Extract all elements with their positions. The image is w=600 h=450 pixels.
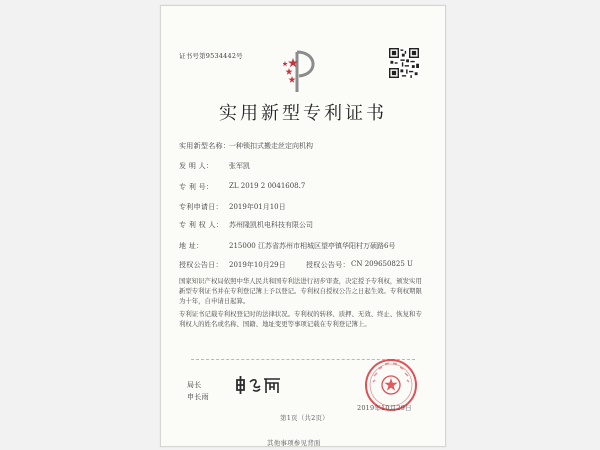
- legal-status-paragraph: 专利证书记载专利权登记时的法律状况。专利权的转移、质押、无效、终止、恢复和专利权人的姓名或名称、国籍、地址变更等事项记载在专利登记簿上。: [179, 310, 422, 328]
- address-value: 215000 江苏省苏州市相城区望亭镇华阳村万硕路6号: [229, 242, 396, 250]
- filing-date-label: 专利申请日：: [179, 203, 223, 211]
- director-name: 申长雨: [187, 393, 209, 401]
- address-label: 地 址：: [179, 242, 204, 250]
- cnipa-logo-icon: [283, 48, 323, 96]
- certificate-number: 证书号第9534442号: [179, 52, 243, 60]
- page-number: 第1页（共2页）: [280, 414, 329, 422]
- inventor-label: 发 明 人：: [179, 162, 214, 170]
- patent-number-value: ZL 2019 2 0041608.7: [229, 182, 306, 190]
- seal-date: 2019年10月29日: [357, 404, 412, 412]
- patentee-value: 苏州隆凯机电科技有限公司: [229, 221, 313, 229]
- qr-code-icon: [389, 48, 419, 78]
- patentee-label: 专 利 权 人：: [179, 221, 224, 229]
- grant-date-label: 授权公告日：: [179, 261, 223, 269]
- certificate-page: [160, 5, 446, 447]
- grant-number-value: CN 209650825 U: [351, 260, 413, 268]
- grant-date-value: 2019年10月29日: [229, 261, 286, 269]
- page-title: 实用新型专利证书: [219, 103, 387, 124]
- utility-model-name-label: 实用新型名称：: [179, 142, 231, 150]
- grant-number-label: 授权公告号：: [306, 261, 350, 269]
- filing-date-value: 2019年01月10日: [229, 203, 286, 211]
- director-title: 局长: [187, 381, 202, 389]
- inventor-value: 张军凯: [229, 162, 250, 170]
- footer-note: 其他事项参见背面: [267, 439, 321, 447]
- signature-icon: [234, 374, 282, 396]
- utility-model-name-value: 一种锁扣式搬走丝定向机构: [229, 142, 313, 150]
- patent-number-label: 专 利 号：: [179, 183, 214, 191]
- grant-statement-paragraph: 国家知识产权局依照中华人民共和国专利法进行初步审查，决定授予专利权，颁发实用新型专利证书并在专利登记簿上予以登记。专利权自授权公告之日起生效。专利权期限为十年，自申请日起算。: [179, 277, 422, 305]
